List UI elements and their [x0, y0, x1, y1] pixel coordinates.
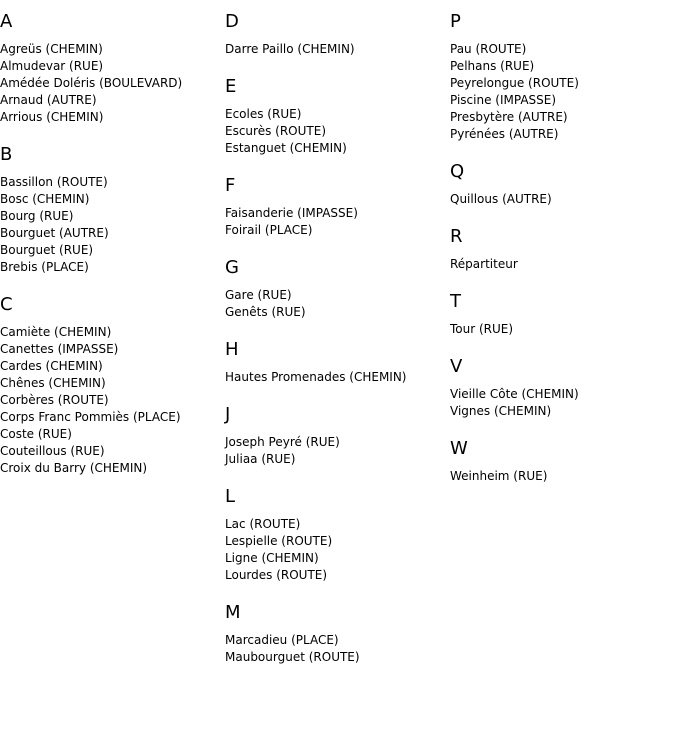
street-list [225, 516, 450, 584]
letter-section [225, 256, 450, 321]
letter-section [450, 355, 675, 420]
section-letter-heading: Q [450, 161, 465, 182]
letter-section [225, 338, 450, 386]
section-letter-heading: G [225, 257, 239, 278]
street-index-column-3 [450, 10, 675, 502]
section-letter-heading: E [225, 76, 237, 97]
street-link[interactable]: Ecoles (RUE) [225, 107, 302, 121]
street-link[interactable]: Presbytère (AUTRE) [450, 110, 568, 124]
section-letter-heading: A [0, 11, 13, 32]
section-letter-heading: P [450, 11, 461, 32]
street-link[interactable]: Corbères (ROUTE) [0, 393, 109, 407]
letter-section [0, 143, 225, 276]
section-letter-heading: V [450, 356, 463, 377]
street-list [450, 256, 675, 273]
section-letter-heading: B [0, 144, 13, 165]
street-link[interactable]: Brebis (PLACE) [0, 260, 89, 274]
street-link[interactable]: Joseph Peyré (RUE) [225, 435, 340, 449]
street-link[interactable]: Hautes Promenades (CHEMIN) [225, 370, 407, 384]
street-list [450, 191, 675, 208]
street-link[interactable]: Foirail (PLACE) [225, 223, 313, 237]
section-letter-heading: W [450, 438, 468, 459]
section-letter-heading: F [225, 175, 236, 196]
section-letter-heading: C [0, 294, 13, 315]
street-link[interactable]: Corps Franc Pommiès (PLACE) [0, 410, 181, 424]
street-link[interactable]: Coste (RUE) [0, 427, 72, 441]
letter-section [225, 403, 450, 468]
section-letter-heading: H [225, 339, 239, 360]
letter-section [450, 160, 675, 208]
street-link[interactable]: Chênes (CHEMIN) [0, 376, 106, 390]
street-index-column-1 [0, 10, 225, 494]
street-link[interactable]: Tour (RUE) [450, 322, 514, 336]
street-link[interactable]: Bosc (CHEMIN) [0, 192, 90, 206]
letter-section [225, 601, 450, 666]
street-link[interactable]: Faisanderie (IMPASSE) [225, 206, 358, 220]
street-link[interactable]: Peyrelongue (ROUTE) [450, 76, 579, 90]
street-link[interactable]: Genêts (RUE) [225, 305, 306, 319]
street-link[interactable]: Bourguet (AUTRE) [0, 226, 109, 240]
street-link[interactable]: Pelhans (RUE) [450, 59, 535, 73]
letter-section [450, 290, 675, 338]
letter-section [450, 10, 675, 143]
street-link[interactable]: Arrious (CHEMIN) [0, 110, 104, 124]
street-link[interactable]: Vieille Côte (CHEMIN) [450, 387, 579, 401]
street-link[interactable]: Lespielle (ROUTE) [225, 534, 333, 548]
section-letter-heading: T [450, 291, 461, 312]
street-link[interactable]: Darre Paillo (CHEMIN) [225, 42, 355, 56]
letter-section [225, 10, 450, 58]
street-link[interactable]: Cardes (CHEMIN) [0, 359, 103, 373]
street-link[interactable]: Gare (RUE) [225, 288, 292, 302]
street-list [450, 386, 675, 420]
street-list [225, 106, 450, 157]
street-list [450, 468, 675, 485]
street-list [0, 174, 225, 276]
street-link[interactable]: Almudevar (RUE) [0, 59, 104, 73]
street-link[interactable]: Bassillon (ROUTE) [0, 175, 108, 189]
street-link[interactable]: Estanguet (CHEMIN) [225, 141, 347, 155]
street-list [0, 41, 225, 126]
street-list [225, 632, 450, 666]
section-letter-heading: R [450, 226, 463, 247]
street-list [225, 41, 450, 58]
letter-section [225, 75, 450, 157]
street-list [225, 434, 450, 468]
street-link[interactable]: Piscine (IMPASSE) [450, 93, 557, 107]
street-link[interactable]: Répartiteur [450, 257, 518, 271]
street-link[interactable]: Croix du Barry (CHEMIN) [0, 461, 148, 475]
street-link[interactable]: Agreüs (CHEMIN) [0, 42, 103, 56]
section-letter-heading: D [225, 11, 239, 32]
street-link[interactable]: Escurès (ROUTE) [225, 124, 326, 138]
letter-section [225, 174, 450, 239]
street-link[interactable]: Maubourguet (ROUTE) [225, 650, 360, 664]
street-index-column-2 [225, 10, 450, 683]
street-link[interactable]: Vignes (CHEMIN) [450, 404, 552, 418]
section-letter-heading: M [225, 602, 241, 623]
street-list [225, 369, 450, 386]
street-list [225, 205, 450, 239]
street-link[interactable]: Pau (ROUTE) [450, 42, 527, 56]
street-list [450, 41, 675, 143]
street-link[interactable]: Pyrénées (AUTRE) [450, 127, 559, 141]
street-link[interactable]: Quillous (AUTRE) [450, 192, 552, 206]
street-link[interactable]: Canettes (IMPASSE) [0, 342, 119, 356]
street-link[interactable]: Lac (ROUTE) [225, 517, 301, 531]
letter-section [450, 225, 675, 273]
street-link[interactable]: Ligne (CHEMIN) [225, 551, 319, 565]
street-list [450, 321, 675, 338]
letter-section [450, 437, 675, 485]
street-link[interactable]: Lourdes (ROUTE) [225, 568, 328, 582]
street-link[interactable]: Couteillous (RUE) [0, 444, 105, 458]
street-link[interactable]: Bourguet (RUE) [0, 243, 94, 257]
letter-section [225, 485, 450, 584]
street-link[interactable]: Camiète (CHEMIN) [0, 325, 112, 339]
street-link[interactable]: Bourg (RUE) [0, 209, 74, 223]
letter-section [0, 293, 225, 477]
letter-section [0, 10, 225, 126]
street-list [0, 324, 225, 477]
street-list [225, 287, 450, 321]
street-link[interactable]: Marcadieu (PLACE) [225, 633, 339, 647]
street-link[interactable]: Weinheim (RUE) [450, 469, 548, 483]
street-link[interactable]: Juliaa (RUE) [225, 452, 296, 466]
section-letter-heading: L [225, 486, 236, 507]
street-link[interactable]: Arnaud (AUTRE) [0, 93, 97, 107]
street-link[interactable]: Amédée Doléris (BOULEVARD) [0, 76, 183, 90]
section-letter-heading: J [225, 404, 231, 425]
